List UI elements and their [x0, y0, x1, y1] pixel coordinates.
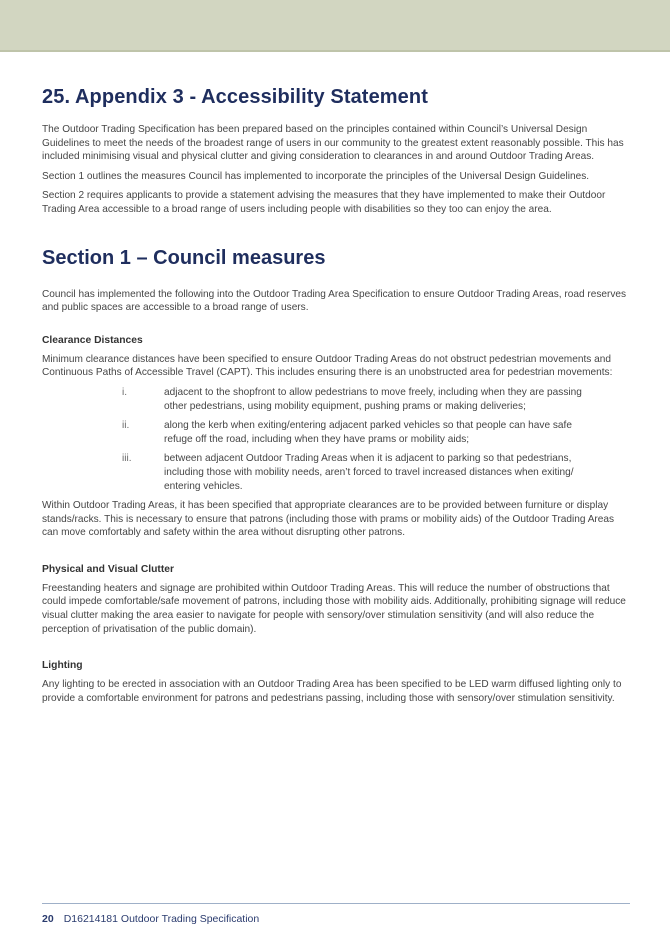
lighting-text: Any lighting to be erected in association with an Outdoor Trading Area has been specified to be LED warm diffused lighting only to provide a comfortable environment for patrons and pedestrians passing, including those with sensory/over stimulation sensitivity. — [42, 679, 622, 704]
page-number: 20 — [42, 913, 54, 925]
clutter-heading: Physical and Visual Clutter — [42, 563, 174, 575]
header-band — [0, 0, 670, 52]
list-item — [42, 419, 632, 446]
list-item-number: i. — [122, 386, 128, 398]
intro-paragraph-3: Section 2 requires applicants to provide a statement advising the measures that they have implemented to make their Outdoor Trading Area accessible to a broad range of users including people with disabilities so they too can enjoy the area. — [42, 190, 606, 215]
footer-divider — [42, 903, 630, 904]
page-footer — [42, 913, 259, 925]
list-item — [42, 452, 632, 493]
clearance-outro: Within Outdoor Trading Areas, it has been specified that appropriate clearances are to be provided between furniture or display stands/racks. This is necessary to ensure that patrons (including those with prams or mobility aids) of the Outdoor Trading Areas can move comfortably and safety within the area without disrupting other patrons. — [42, 500, 615, 539]
intro-paragraph-2: Section 1 outlines the measures Council has implemented to incorporate the principles of the Universal Design Guidelines. — [42, 170, 590, 182]
list-item-text: along the kerb when exiting/entering adjacent parked vehicles so that people can have safe refuge off the road, including when they have prams or mobility aids; — [164, 420, 572, 445]
page-content — [42, 86, 632, 711]
list-item-text: adjacent to the shopfront to allow pedestrians to move freely, including when they are passing other pedestrians, using mobility equipment, pushing prams or making deliveries; — [164, 386, 582, 412]
document-title: D16214181 Outdoor Trading Specification — [63, 913, 260, 925]
clearance-distances-heading: Clearance Distances — [42, 334, 143, 346]
clearance-list — [42, 386, 632, 493]
list-item — [42, 386, 632, 413]
list-item-text: between adjacent Outdoor Trading Areas when it is adjacent to parking so that pedestrians, including those with mobility needs, aren’t forced to travel increased distances when exiting/ entering vehicles. — [164, 453, 574, 492]
list-item-number: iii. — [122, 453, 132, 465]
section-1-heading: Section 1 – Council measures — [42, 246, 326, 269]
appendix-heading: 25. Appendix 3 - Accessibility Statement — [42, 86, 428, 108]
list-item-number: ii. — [122, 420, 130, 432]
section-1-intro: Council has implemented the following into the Outdoor Trading Area Specification to ensure Outdoor Trading Areas, road reserves and public spaces are accessible to a broad range of users. — [42, 288, 627, 314]
clearance-intro: Minimum clearance distances have been specified to ensure Outdoor Trading Areas do not obstruct pedestrian movements and Continuous Paths of Accessible Travel (CAPT). This includes ensuring there is an unobstructed area for pedestrian movements: — [42, 353, 613, 379]
intro-paragraph-1: The Outdoor Trading Specification has been prepared based on the principles contained within Council’s Universal Design Guidelines to meet the needs of the broadest range of users in our community to the greatest extent reasonably possible. This has included minimising visual and physical clutter and giving consideration to clearances in and around Outdoor Trading Areas. — [42, 124, 624, 163]
clutter-text: Freestanding heaters and signage are prohibited within Outdoor Trading Areas. This will reduce the number of obstructions that could impede comfortable/safe movement of patrons, including those with mobility aids. Additionally, prohibiting signage will reduce visual clutter making the area easier to navigate for people with sensory/over stimulation sensitivity (and will also reduce the perception of privatisation of the public domain). — [42, 582, 626, 635]
lighting-heading: Lighting — [42, 660, 83, 672]
